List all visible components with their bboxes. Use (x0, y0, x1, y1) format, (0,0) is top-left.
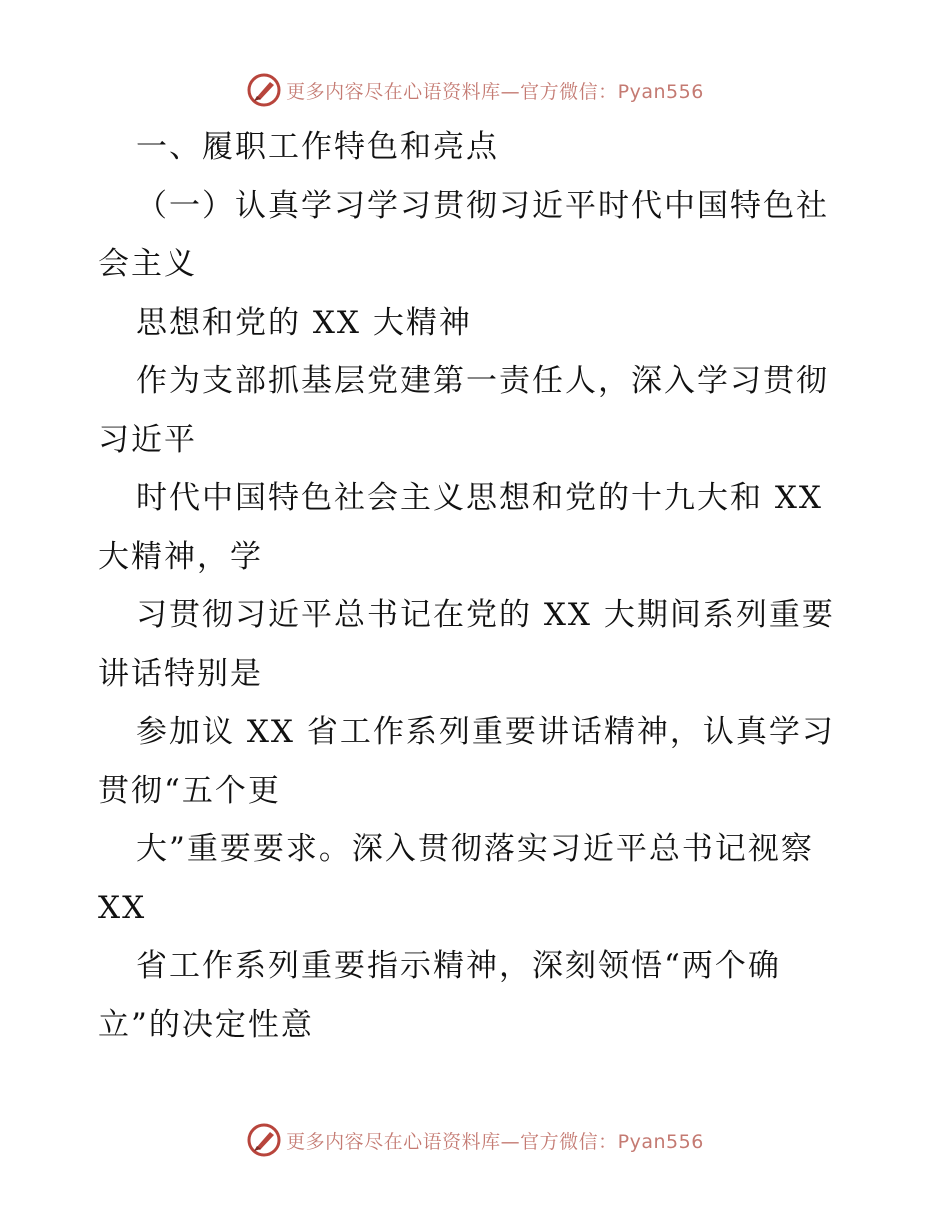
watermark-text: 更多内容尽在心语资料库—官方微信：Pyan556 (286, 1130, 704, 1153)
paragraph-line: 大精神，学 (98, 538, 263, 575)
paragraph-line: 讲话特别是 (98, 655, 263, 692)
subsection-heading: （一）认真学习学习贯彻习近平时代中国特色社 (136, 187, 829, 224)
paragraph-line: 参加议 XX 省工作系列重要讲话精神，认真学习 (136, 714, 835, 750)
paragraph-line: 作为支部抓基层党建第一责任人，深入学习贯彻 (136, 363, 829, 399)
paragraph-line: 思想和党的 XX 大精神 (136, 304, 472, 341)
pen-logo-icon (246, 72, 282, 108)
watermark-text: 更多内容尽在心语资料库—官方微信：Pyan556 (286, 80, 704, 103)
paragraph-line: XX (98, 889, 147, 926)
paragraph-line: 时代中国特色社会主义思想和党的十九大和 XX (136, 480, 823, 516)
paragraph-line: 习近平 (98, 421, 197, 458)
section-heading: 一、履职工作特色和亮点 (136, 129, 499, 165)
paragraph-line: 习贯彻习近平总书记在党的 XX 大期间系列重要 (136, 597, 835, 633)
footer-watermark (0, 1120, 950, 1160)
paragraph-line: 贯彻“五个更 (98, 772, 281, 809)
paragraph-line: 大”重要要求。深入贯彻落实习近平总书记视察 (136, 831, 814, 867)
subsection-heading-cont: 会主义 (98, 246, 197, 282)
paragraph-line: 立”的决定性意 (98, 1006, 314, 1043)
header-watermark (0, 70, 950, 110)
paragraph-line: 省工作系列重要指示精神，深刻领悟“两个确 (136, 948, 781, 984)
pen-logo-icon (246, 1122, 282, 1158)
document-body (98, 118, 858, 1054)
